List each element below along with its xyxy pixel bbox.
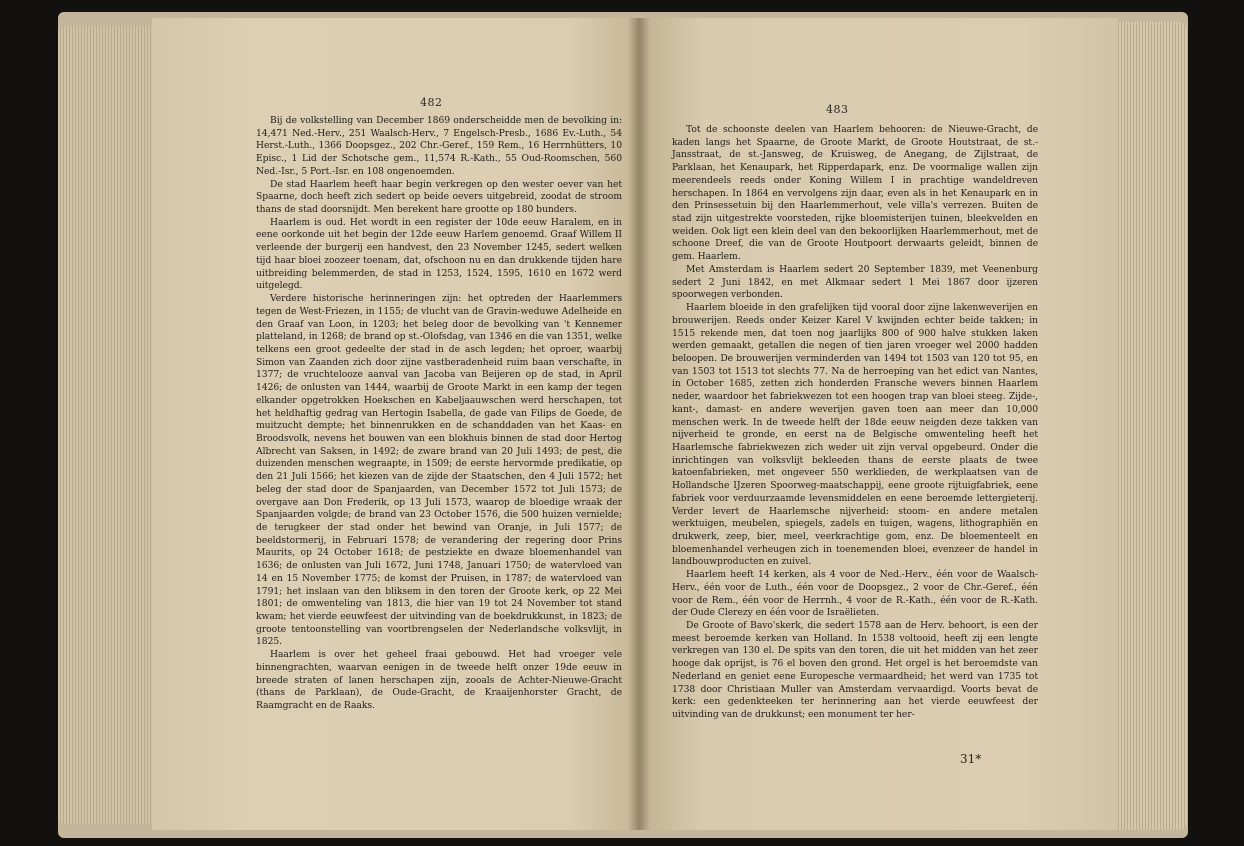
signature-mark: 31* (960, 752, 982, 766)
left-paragraph-origin: De stad Haarlem heeft haar begin verkregen op den wester oever van het Spaarne, doch heeft zich sedert op beide oevers uitgebreid, zoodat de stroom thans de stad doorsnijdt. Men berekent hare grootte op 180 bunders. (256, 178, 622, 216)
right-page-edges (1118, 22, 1188, 830)
right-paragraph-churches: Haarlem heeft 14 kerken, als 4 voor de Ned.-Herv., één voor de Waalsch-Herv., één voor de Luth., één voor de Doopsgez., 2 voor de Chr.-Geref., één voor de Rem., één voor de Herrnh., 4 voor de R.-Kath., één voor de R.-Kath. der Oude Clerezy en één voor de Israëlieten. (672, 569, 1038, 619)
right-page-number: 483 (826, 103, 849, 116)
right-paragraph-grote-kerk: De Groote of Bavo'skerk, die sedert 1578 aan de Herv. behoort, is een der meest beroemde kerken van Holland. In 1538 voltooid, heeft zij een lengte verkregen van 130 el. De spits van den toren, die uit het midden van het zeer hooge dak oprijst, is 76 el boven den grond. Het orgel is het beroemdste van Nederland en geniet eene Europesche vermaardheid; het werd van 1735 tot 1738 door Christiaan Muller van Amsterdam vervaardigd. Voorts bevat de kerk: een gedenkteeken ter herinnering aan het vierde eeuwfeest der uitvinding van de drukkunst; een monument ter her- (672, 620, 1038, 721)
left-paragraph-census: Bij de volkstelling van December 1869 onderscheidde men de bevolking in: 14,471 Ned.-Herv., 251 Waalsch-Herv., 7 Engelsch-Presb., 1686 Ev.-Luth., 54 Herst.-Luth., 1366 Doopsgez., 202 Chr.-Geref., 159 Rem., 16 Herrnhütters, 10 Episc., 1 Lid der Schotsche gem., 11,574 R.-Kath., 55 Oud-Roomschen, 560 Ned.-Isr., 5 Port.-Isr. en 108 ongenoemden. (256, 115, 622, 177)
right-paragraph-railways: Met Amsterdam is Haarlem sedert 20 September 1839, met Veenenburg sedert 2 Juni 1842, en met Alkmaar sedert 1 Mei 1867 door ijzeren spoorwegen verbonden. (672, 263, 1038, 301)
right-page (640, 18, 1118, 830)
right-paragraph-industry: Haarlem bloeide in den grafelijken tijd vooral door zijne lakenweverijen en brouwerijen. Reeds onder Keizer Karel V kwijnden echter beide takken; in 1515 rekende men, dat toen nog jaarlijks 800 of 900 halve stukken laken werden gemaakt, getallen die negen of tien jaren vroeger wel 2000 hadden beloopen. De brouwerijen verminderden van 1494 tot 1503 van 120 tot 95, en van 1503 tot 1513 tot slechts 77. Na de herroeping van het edict van Nantes, in October 1685, zetten zich honderden Fransche wevers binnen Haarlem neder, waardoor het fabriekwezen tot een hoogen trap van bloei steeg. Zijde-, kant-, damast- en andere weverijen gaven toen aan meer dan 10,000 menschen werk. In de tweede helft der 18de eeuw neigden deze takken van nijverheid te gronde, en eerst na de Belgische omwenteling heeft het Haarlemsche fabriekwezen zich weder uit zijn verval opgebeurd. Onder die inrichtingen van volksvlijt bekleeden thans de eerste plaats de twee katoenfabrieken, met ongeveer 550 werklieden, de werkplaatsen van de Hollandsche IJzeren Spoorweg-maatschappij, eene groote rijtuigfabriek, eene fabriek voor verduurzaamde levensmiddelen en eene beroemde lettergieterij. Verder levert de Haarlemsche nijverheid: stoom- en andere metalen werktuigen, meubelen, spiegels, zadels en tuigen, wagens, lithographiën en drukwerk, zeep, bier, meel, veerkrachtige gom, enz. De bloementeelt en bloemenhandel verheugen zich in toenemenden bloei, evenzeer de handel in landbouwproducten en zuivel. (672, 302, 1038, 568)
left-paragraph-age: Haarlem is oud. Het wordt in een register der 10de eeuw Haralem, en in eene oorkonde uit het begin der 12de eeuw Harlem genoemd. Graaf Willem II verleende der burgerij een handvest, den 23 November 1245, sedert welken tijd haar bloei zoozeer toenam, dat, ofschoon nu en dan drukkende tijden hare uitbreiding belemmerden, de stad in 1253, 1524, 1595, 1610 en 1672 werd uitgelegd. (256, 216, 622, 292)
book-gutter (628, 18, 650, 830)
left-page-text (256, 115, 622, 713)
right-page-text (672, 124, 1038, 722)
left-paragraph-buildings: Haarlem is over het geheel fraai gebouwd. Het had vroeger vele binnengrachten, waarvan eenigen in de tweede helft onzer 19de eeuw in breede straten of lanen herschapen zijn, zooals de Achter-Nieuwe-Gracht (thans de Parklaan), de Oude-Gracht, de Kraaijenhorster Gracht, de Raamgracht en de Raaks. (256, 649, 622, 712)
right-paragraph-districts: Tot de schoonste deelen van Haarlem behooren: de Nieuwe-Gracht, de kaden langs het Spaarne, de Groote Markt, de Groote Houtstraat, de st.-Jansstraat, de st.-Jansweg, de Kruisweg, de Anegang, de Zijlstraat, de Parklaan, het Kenaupark, het Ripperdapark, enz. De voormalige wallen zijn meerendeels reeds onder Koning Willem I in prachtige wandeldreven herschapen. In 1864 en vervolgens zijn daar, even als in het Kenaupark en in den Prinsessetuin bij den Haarlemmerhout, vele villa's verrezen. Buiten de stad zijn uitgestrekte voorsteden, rijke bloemisterijen tuinen, bleekvelden en weiden. Ook ligt een klein deel van den bekoorlijken Haarlemmerhout, met de schoone Dreef, die van de Groote Houtpoort derwaarts geleidt, binnen de gem. Haarlem. (672, 124, 1038, 263)
left-page-number: 482 (420, 96, 443, 109)
left-paragraph-history: Verdere historische herinneringen zijn: het optreden der Haarlemmers tegen de West-Friezen, in 1155; de vlucht van de Gravin-weduwe Adelheide en den Graaf van Loon, in 1203; het beleg door de bevolking van 't Kennemer platteland, in 1268; de brand op st.-Olofsdag, van 1346 en die van 1351, welke telkens een groot gedeelte der stad in de asch legden; het oproer, waarbij Simon van Zaanden zich door zijne vastberadenheid ruim baan verschafte, in 1377; de vruchtelooze aanval van Jacoba van Beijeren op de stad, in April 1426; de onlusten van 1444, waarbij de Groote Markt in een kamp der tegen elkander opgetrokken Hoekschen en Kabeljaauwschen werd herschapen, tot het heldhaftig gedrag van Hertogin Isabella, de gade van Filips de Goede, de muitzucht dempte; het binnenrukken en de schanddaden van het Kaas- en Broodsvolk, nevens het bouwen van een blokhuis binnen de stad door Hertog Albrecht van Saksen, in 1492; de zware brand van 20 Juli 1493; de pest, die duizenden menschen wegraapte, in 1509; de eerste hervormde predikatie, op den 21 Juli 1566; het kiezen van de zijde der Staatschen, den 4 Juli 1572; het beleg der stad door de Spanjaarden, van December 1572 tot Juli 1573; de overgave aan Don Frederik, op 13 Juli 1573, waarop de bloedige wraak der Spanjaarden volgde; de brand van 23 October 1576, die 500 huizen vernielde; de terugkeer der stad onder het bewind van Oranje, in Juli 1577; de beeldstormerij, in Februari 1578; de verandering der regering door Prins Maurits, op 24 October 1618; de pestziekte en dwaze bloemenhandel van 1636; de onlusten van Juli 1672, Juni 1748, Januari 1750; de watervloed van 14 en 15 November 1775; de komst der Pruisen, in 1787; de watervloed van 1791; het inslaan van den bliksem in den toren der Groote kerk, op 22 Mei 1801; de omwenteling van 1813, die hier van 19 tot 24 November tot stand kwam; het vierde eeuwfeest der uitvinding van de boekdrukkunst, in 1823; de groote tentoonstelling van voortbrengselen der Nederlandsche volksvlijt, in 1825. (256, 293, 622, 648)
left-page (152, 18, 640, 830)
